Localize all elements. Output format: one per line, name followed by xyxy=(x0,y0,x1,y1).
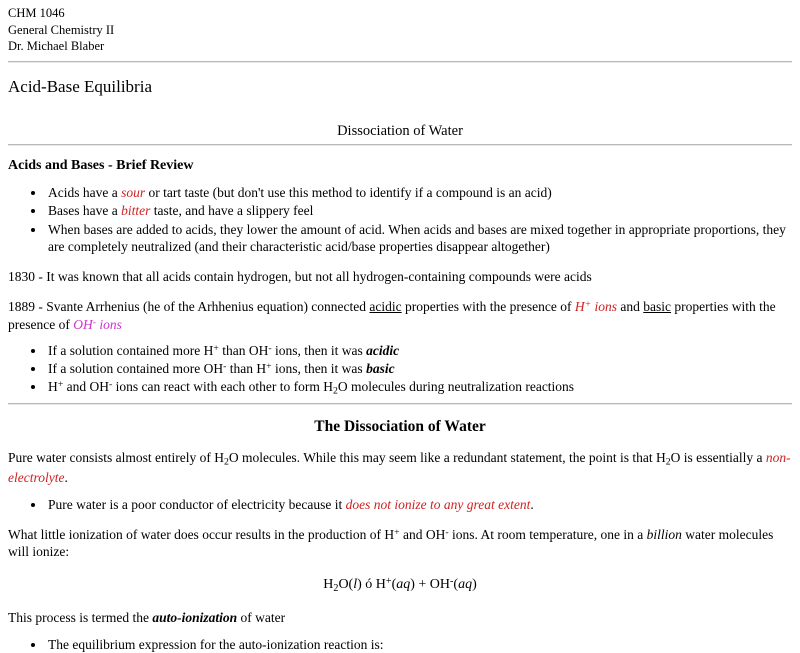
paragraph-pure-water xyxy=(8,449,792,486)
auto-ion-text-lead: This process is termed the xyxy=(8,610,153,626)
page-title: Acid-Base Equilibria xyxy=(8,76,152,96)
equilibrium-bullet-list xyxy=(8,636,792,653)
paragraph-1830: 1830 - It was known that all acids contain hydrogen, but not all hydrogen-containing compounds were acids xyxy=(8,269,592,285)
ionization-text-tail: water molecules will ionize: xyxy=(8,526,774,560)
bullet-text-neutralization: When bases are added to acids, they lower the amount of acid. When acids and bases are mixed together in appropriate proportions, they are completely neutralized (and their characteristic acid/base properties disappear altogether) xyxy=(48,221,786,254)
bullet-emphasis-bitter: bitter xyxy=(121,203,151,219)
ionization-text-lead: What little ionization of water does occur results in the production of H+ and OH- ions. At room temperature, one in a xyxy=(8,526,647,542)
emphasis-auto-ionization: auto-ionization xyxy=(152,610,238,626)
section-heading-dissociation-of-water: The Dissociation of Water xyxy=(314,417,486,435)
bullet-text-plain: Bases have a xyxy=(48,203,122,219)
emphasis-does-not-ionize: does not ionize to any great extent xyxy=(345,496,531,512)
bullet-emphasis-acidic: acidic xyxy=(366,342,400,358)
list-item xyxy=(46,496,792,513)
auto-ion-text-tail: of water xyxy=(237,610,286,626)
list-item xyxy=(46,378,792,398)
subtitle-divider-rule xyxy=(8,144,792,146)
bullet-acidic-condition: If a solution contained more H+ than OH- ions, then it was xyxy=(48,342,367,358)
pure-water-period: . xyxy=(64,470,68,486)
section-divider-rule xyxy=(8,403,792,405)
arrhenius-oh-minus-ions: OH- ions xyxy=(73,316,122,332)
bullet-text-plain: Acids have a xyxy=(48,185,122,201)
bullet-neutralization-reaction: H+ and OH- ions can react with each other to form $H_2O$ molecules during neutralization reactions xyxy=(48,379,575,398)
bullet-text-plain-2: or tart taste (but don't use this method to identify if a compound is an acid) xyxy=(145,185,552,201)
bullet-conductor-period: . xyxy=(530,496,534,512)
instructor-name: Dr. Michael Blaber xyxy=(8,39,105,53)
list-item xyxy=(46,342,792,359)
arrhenius-underline-acidic: acidic xyxy=(369,299,402,315)
section-heading-acids-and-bases: Acids and Bases - Brief Review xyxy=(8,158,194,174)
arrhenius-text-mid3: properties with the presence of xyxy=(8,299,776,332)
list-item xyxy=(46,184,792,201)
bullet-emphasis-basic: basic xyxy=(366,361,395,377)
bullet-basic-condition: If a solution contained more OH- than H+ ions, then it was xyxy=(48,361,367,377)
course-header-block xyxy=(8,5,792,55)
bullet-emphasis-sour: sour xyxy=(121,185,146,201)
paragraph-1889-arrhenius xyxy=(8,298,792,333)
list-item xyxy=(46,202,792,219)
list-item xyxy=(46,636,792,653)
bullet-conductor-lead: Pure water is a poor conductor of electricity because it xyxy=(48,496,346,512)
pure-water-text-lead: Pure water consists almost entirely of $H_2O$ molecules. While this may seem like a redundant statement, the point is that $H_2O$ is essentially a xyxy=(8,450,766,468)
arrhenius-underline-basic: basic xyxy=(643,299,672,315)
course-name: General Chemistry II xyxy=(8,22,115,37)
arrhenius-text-mid1: properties with the presence of xyxy=(401,299,575,315)
emphasis-non-electrolyte: non-electrolyte xyxy=(8,450,791,486)
equation-autoionization: $H_2O(l)$ ó H+(aq) + OH-(aq) xyxy=(323,576,477,595)
arrhenius-h-plus-ions: H+ ions xyxy=(574,299,618,315)
arrhenius-text-lead: 1889 - Svante Arrhenius (he of the Arhhenius equation) connected xyxy=(8,299,370,315)
header-divider-rule xyxy=(8,61,792,63)
arrhenius-consequences-bullet-list xyxy=(8,342,792,399)
list-item xyxy=(46,221,792,256)
acids-bases-bullet-list xyxy=(8,184,792,255)
page-subtitle: Dissociation of Water xyxy=(337,122,463,139)
bullet-equilibrium-expression: The equilibrium expression for the auto-ionization reaction is: xyxy=(48,636,384,652)
list-item xyxy=(46,360,792,377)
paragraph-auto-ionization xyxy=(8,609,792,626)
bullet-text-plain-2: taste, and have a slippery feel xyxy=(150,203,314,219)
conductor-bullet-list xyxy=(8,496,792,513)
course-code: CHM 1046 xyxy=(8,6,65,20)
paragraph-ionization xyxy=(8,526,792,561)
arrhenius-text-mid2: and xyxy=(617,299,644,315)
emphasis-billion: billion xyxy=(646,526,682,542)
